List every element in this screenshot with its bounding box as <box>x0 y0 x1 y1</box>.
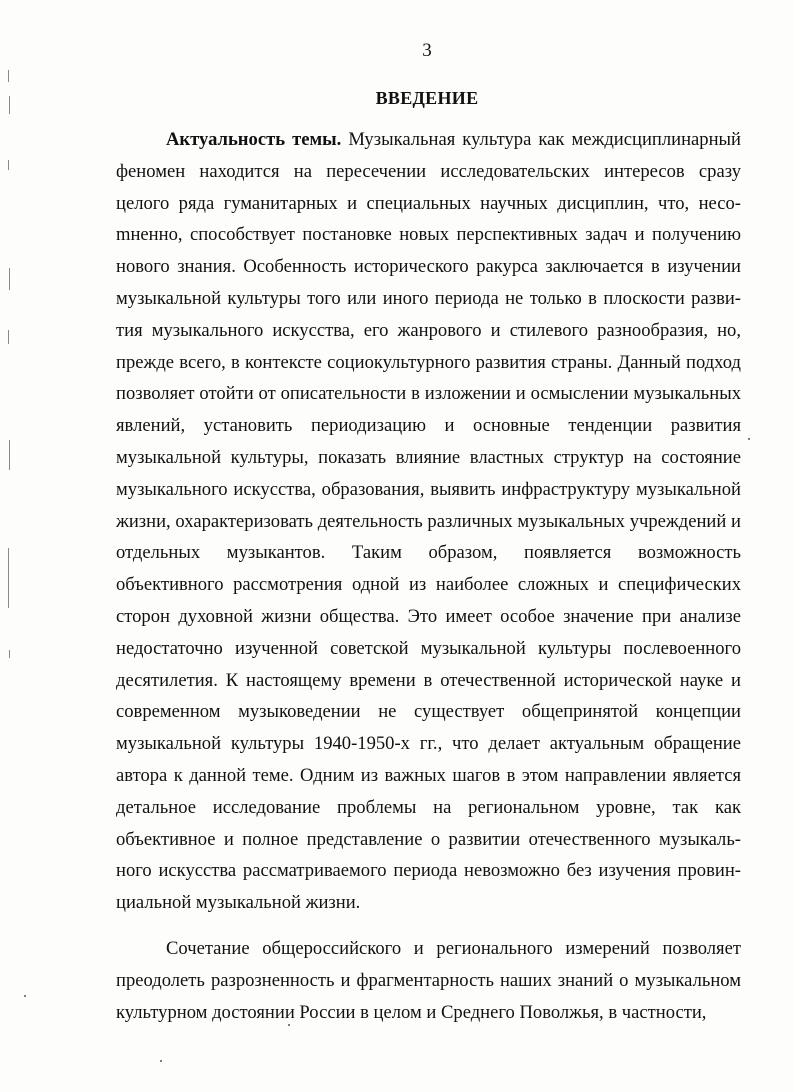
scan-artifact <box>8 330 9 344</box>
scan-artifact <box>24 995 26 997</box>
paragraph-lead: Актуальность темы. <box>166 129 342 150</box>
scan-artifact <box>9 268 10 290</box>
scan-artifact <box>9 440 10 470</box>
paragraph-text: Сочетание общероссийского и регионального измерений позволяет преодолеть разрозненность и фрагментарность наших знаний о музыкальном культурном достоянии России в целом и Среднего Поволжья, в частности, <box>116 937 741 1023</box>
paragraph <box>116 124 741 919</box>
paragraph <box>116 933 741 1028</box>
body-text <box>116 124 741 1028</box>
scan-artifact <box>8 70 9 82</box>
scan-artifact <box>8 548 9 608</box>
section-heading: ВВЕДЕНИЕ <box>375 88 479 108</box>
scan-artifact <box>9 650 10 658</box>
scan-artifact <box>160 1060 162 1062</box>
paragraph-text: Музыкальная культура как междисциплинарный феномен находится на пересечении исследовательских интересов сразу целого ряда гуманитарных и специальных научных дисциплин, что, несоmненно, способствует постановке новых перспективных задач и получению нового знания. Особенность исторического ракурса заключается в изучении музыкальной культуры того или иного периода не только в плоскости развития музыкального искусства, его жанрового и стилевого разнообразия, но, прежде всего, в контексте социокультурного развития страны. Данный подход позволяет отойти от описательности в изложении и осмыслении музыкальных явлений, установить периодизацию и основные тенденции развития музыкальной культуры, показать влияние властных структур на состояние музыкального искусства, образования, выявить инфраструктуру музыкальной жизни, охарактеризовать деятельность различных музыкальных учреждений и отдельных музыкантов. Таким образом, появляется возможность объективного рассмотрения одной из наиболее сложных и специфических сторон духовной жизни общества. Это имеет особое значение при анализе недостаточно изученной советской музыкальной культуры послевоенного десятилетия. К настоящему времени в отечественной исторической науке и современном музыковедении не существует общепринятой концепции музыкальной культуры 1940-1950-х гг., что делает актуальным обращение автора к данной теме. Одним из важных шагов в этом направлении является детальное исследование проблемы на региональном уровне, так как объективное и полное представление о развитии отечественного музыкального искусства рассматриваемого периода невозможно без изучения провинциальной музыкальной жизни. <box>116 129 741 914</box>
scan-artifact <box>9 96 10 114</box>
page-number: 3 <box>422 40 432 61</box>
scan-artifact <box>8 160 9 170</box>
scan-artifact <box>748 438 750 440</box>
